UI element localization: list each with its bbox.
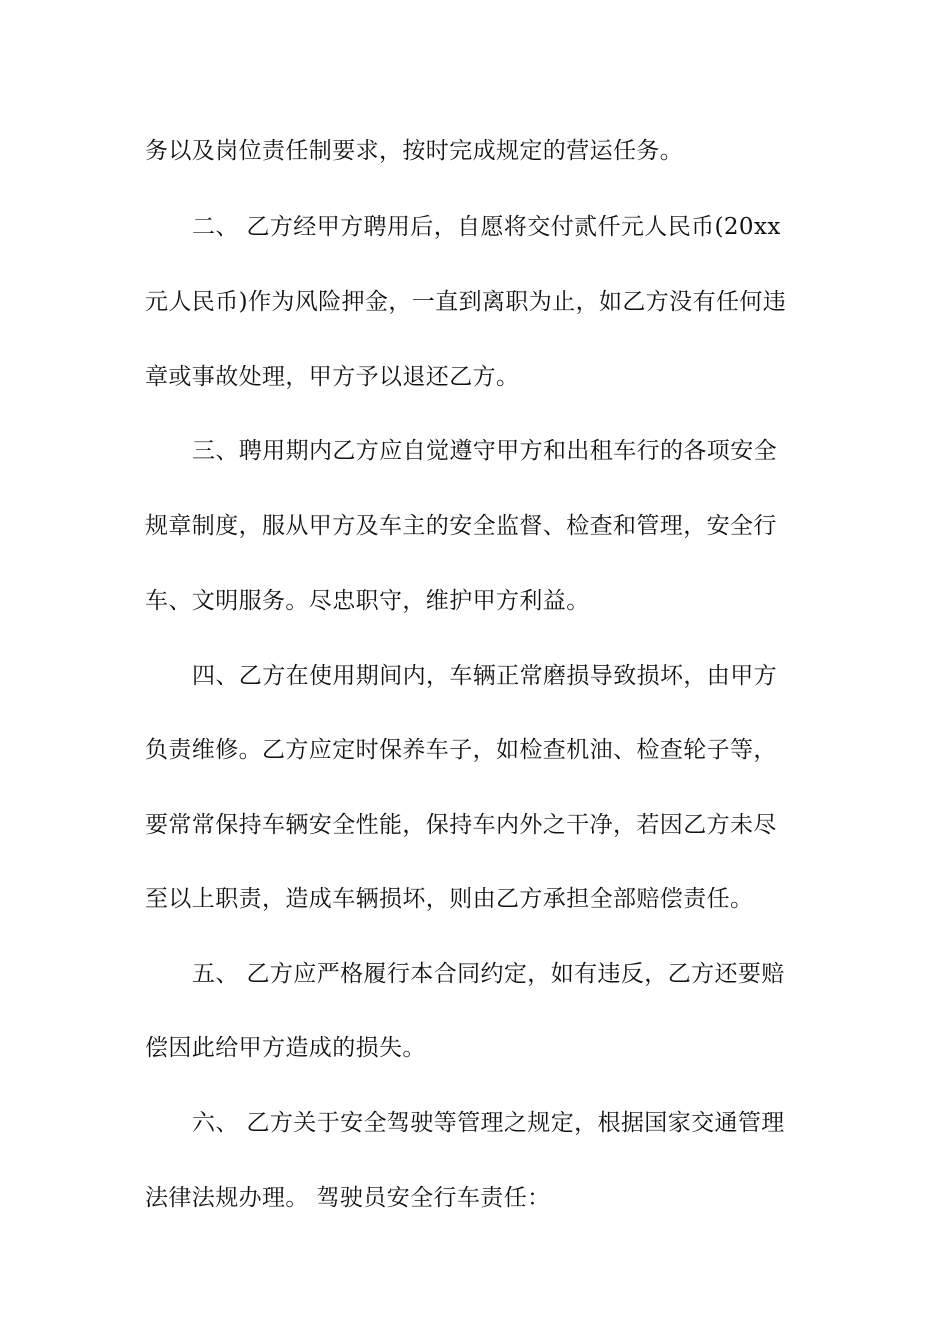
text-line: 要常常保持车辆安全性能，保持车内外之干净，若因乙方未尽: [145, 812, 777, 838]
text-line: 法律法规办理。 驾驶员安全行车责任：: [145, 1185, 551, 1211]
text-line: 车、文明服务。尽忠职守，维护甲方利益。: [145, 588, 590, 614]
text-line: 偿因此给甲方造成的损失。: [145, 1035, 426, 1061]
text-line: 五、 乙方应严格履行本合同约定，如有违反，乙方还要赔: [192, 961, 785, 987]
text-line: 六、 乙方关于安全驾驶等管理之规定，根据国家交通管理: [192, 1110, 785, 1136]
text-line: 负责维修。乙方应定时保养车子，如检查机油、检查轮子等，: [145, 737, 777, 763]
text-line: 元人民币)作为风险押金，一直到离职为止，如乙方没有任何违: [145, 289, 787, 315]
text-line: 四、乙方在使用期间内，车辆正常磨损导致损坏，由甲方: [192, 663, 777, 689]
text-line: 三、聘用期内乙方应自觉遵守甲方和出租车行的各项安全: [192, 438, 777, 464]
text-line: 规章制度，服从甲方及车主的安全监督、检查和管理，安全行: [145, 513, 777, 539]
text-line: 章或事故处理，甲方予以退还乙方。: [145, 364, 520, 390]
text-line: 二、 乙方经甲方聘用后，自愿将交付贰仟元人民币(20xx: [192, 214, 781, 240]
text-line: 至以上职责，造成车辆损坏，则由乙方承担全部赔偿责任。: [145, 886, 754, 912]
text-line: 务以及岗位责任制要求，按时完成规定的营运任务。: [145, 138, 684, 164]
